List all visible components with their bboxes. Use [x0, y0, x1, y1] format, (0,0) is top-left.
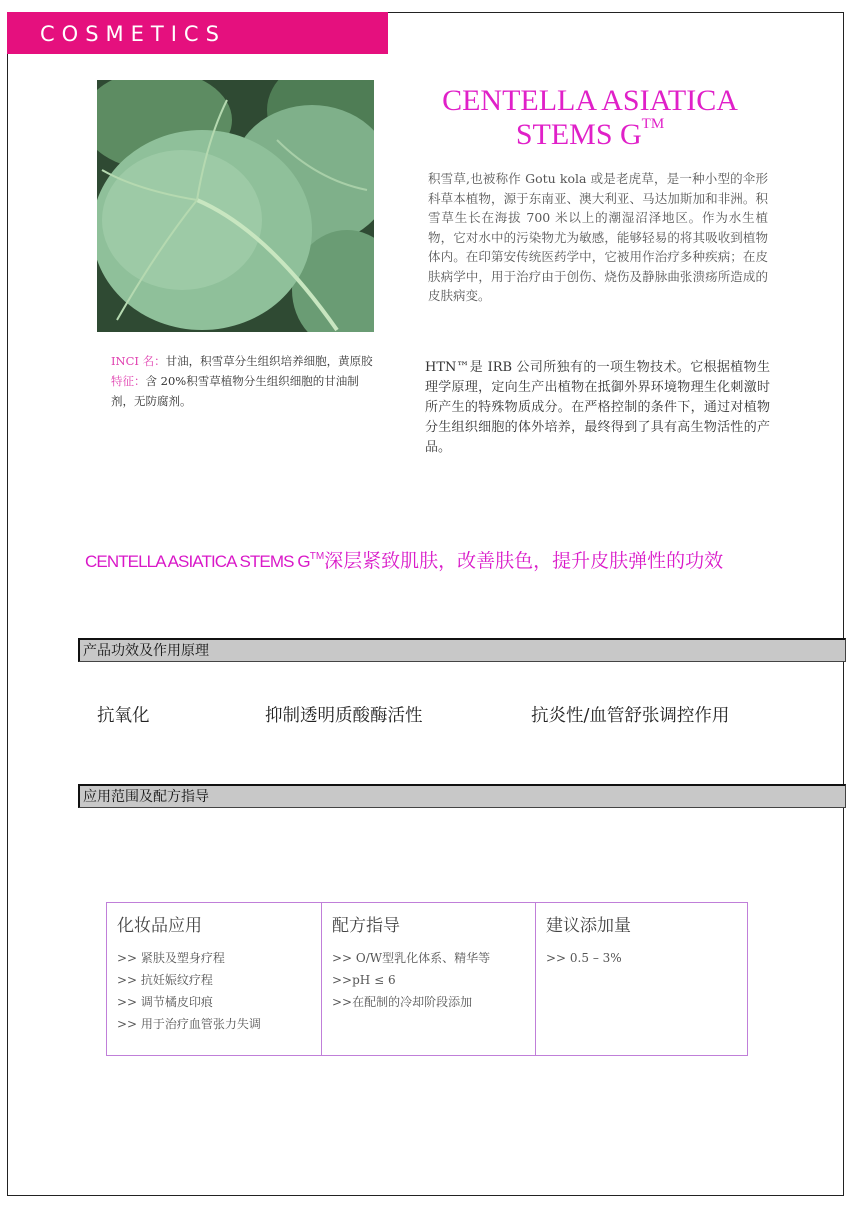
application-table	[106, 902, 748, 1056]
tagline-product-name: CENTELLA ASIATICA STEMS G	[85, 552, 310, 571]
benefit-antioxidant: 抗氧化	[97, 706, 150, 726]
benefit-hyaluronidase: 抑制透明质酸酶活性	[265, 706, 423, 726]
product-description: 积雪草,也被称作 Gotu kola 或是老虎草，是一种小型的伞形科草本植物，源于东南亚、澳大利亚、马达加斯加和非洲。积雪草生长在海拔 700 米以上的潮湿沼泽地区。作为水生植物，它对水中的污染物尤为敏感，能够轻易的将其吸收到植物体内。在印第安传统医药学中，它被用作治疗多种疾病；在皮肤病学中，用于治疗由于创伤、烧伤及静脉曲张溃疡所造成的皮肤病变。	[428, 171, 768, 303]
product-title	[415, 84, 765, 152]
list-item: >> 调节橘皮印痕	[117, 995, 213, 1009]
product-title-line1: CENTELLA ASIATICA	[442, 84, 738, 117]
section-header-application: 应用范围及配方指导	[78, 784, 846, 808]
list-item: >>pH ≤ 6	[332, 973, 396, 987]
tagline-claim: 深层紧致肌肤，改善肤色，提升皮肤弹性的功效	[324, 550, 724, 572]
feature-label: 特征：	[111, 374, 146, 388]
tagline	[85, 546, 825, 573]
brand-label: COSMETICS	[40, 22, 226, 46]
column-formulation-guide	[321, 903, 535, 1055]
column-cosmetic-application	[107, 903, 321, 1055]
product-title-line2-text: STEMS G	[515, 118, 642, 151]
column-title: 化妆品应用	[117, 916, 202, 936]
list-item: >>在配制的冷却阶段添加	[332, 995, 473, 1009]
product-title-line2	[415, 118, 765, 152]
column-title: 配方指导	[332, 916, 400, 936]
list-item: >> 用于治疗血管张力失调	[117, 1017, 261, 1031]
column-title: 建议添加量	[546, 916, 631, 936]
list-item: >> O/W型乳化体系、精华等	[332, 951, 491, 965]
inci-block	[111, 351, 381, 411]
htn-description: HTN™是 IRB 公司所独有的一项生物技术。它根据植物生理学原理，定向生产出植物在抵御外界环境物理生化刺激时所产生的特殊物质成分。在严格控制的条件下，通过对植物分生组织细胞的体外培养，最终得到了具有高生物活性的产品。	[425, 360, 770, 455]
column-dosage	[535, 903, 747, 1055]
list-item: >> 抗妊娠纹疗程	[117, 973, 213, 987]
benefit-anti-inflammatory: 抗炎性/血管舒张调控作用	[531, 706, 730, 726]
leaf-illustration	[97, 80, 374, 332]
feature-value: 含 20%积雪草植物分生组织细胞的甘油制剂，无防腐剂。	[111, 374, 359, 408]
trademark-mark: TM	[641, 116, 665, 132]
inci-value: 甘油，积雪草分生组织培养细胞，黄原胶	[165, 354, 373, 368]
list-item: >> 0.5 – 3%	[546, 951, 622, 965]
tagline-trademark: TM	[309, 551, 325, 562]
section-header-efficacy: 产品功效及作用原理	[78, 638, 846, 662]
centella-leaf-photo	[97, 80, 374, 332]
list-item: >> 紧肤及塑身疗程	[117, 951, 225, 965]
inci-label: INCI 名：	[111, 354, 166, 368]
